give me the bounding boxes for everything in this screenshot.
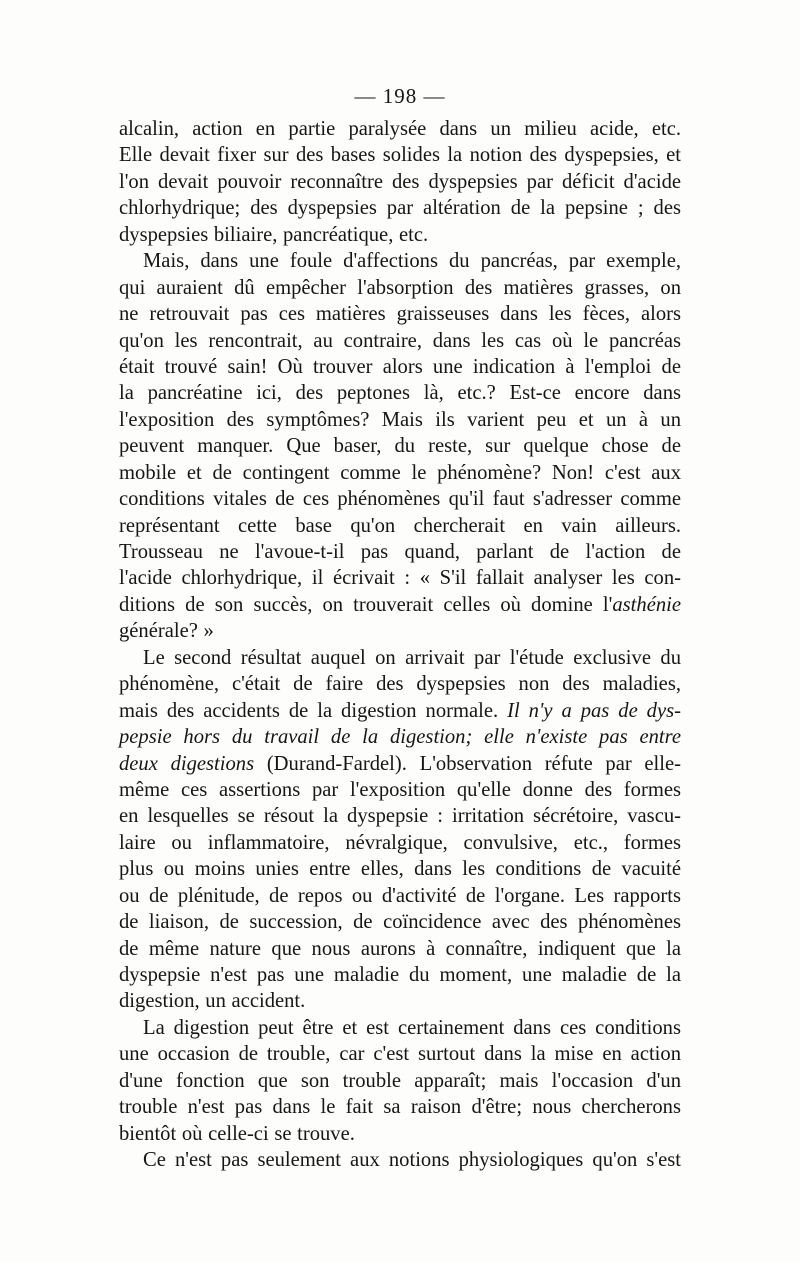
text-line: phénomène, c'était de faire des dyspepsies non des maladies, [119,673,681,696]
text-line: l'exposition des symptômes? Mais ils varient peu et un à un [119,408,681,431]
text-line: digestion, un accident. [119,990,306,1013]
text-line: alcalin, action en partie paralysée dans un milieu acide, etc. [119,118,681,140]
text-line [119,698,681,724]
text-line: dyspepsie n'est pas une maladie du moment, une maladie de la [119,964,681,986]
text-line: représentant cette base qu'on chercherait en vain ailleurs. [119,514,681,537]
text-line: de même nature que nous aurons à connaître, indiquent que la [119,937,681,960]
text-line: chlorhydrique; des dyspepsies par altération de la pepsine ; des [119,197,681,220]
text-line: peuvent manquer. Que baser, du reste, sur quelque chose de [119,435,681,458]
text-line: La digestion peut être et est certainement dans ces conditions [143,1016,681,1039]
text-line: était trouvé sain! Où trouver alors une indication à l'emploi de [119,355,681,378]
text-line: qu'on les rencontrait, au contraire, dans les cas où le pancréas [119,329,681,352]
text-line: ne retrouvait pas ces matières graisseuses dans les fèces, alors [119,303,681,326]
italic-text: pepsie hors du travail de la digestion; elle n'existe pas entre [119,726,681,749]
text-line: laire ou inflammatoire, névralgique, convulsive, etc., formes [119,831,681,854]
text-line: Le second résultat auquel on arrivait par l'étude exclusive du [143,646,681,669]
text-line: bientôt où celle-ci se trouve. [119,1122,355,1145]
text-line [119,592,681,618]
text-line: d'une fonction que son trouble apparaît; mais l'occasion d'un [119,1069,681,1092]
text-line: Elle devait fixer sur des bases solides la notion des dyspepsies, et [119,144,681,167]
text-line [119,751,681,777]
text-line: mobile et de contingent comme le phénomène? Non! c'est aux [119,461,681,484]
text-segment: (Durand-Fardel). L'observation réfute par elle- [254,752,681,775]
text-line: Trousseau ne l'avoue-t-il pas quand, parlant de l'action de [119,541,681,563]
text-line: en lesquelles se résout la dyspepsie : irritation sécrétoire, vascu- [119,805,681,828]
body-text [119,116,681,1174]
italic-text: asthénie [612,593,681,616]
text-line: dyspepsies biliaire, pancréatique, etc. [119,223,429,246]
text-segment: mais des accidents de la digestion normale. [119,699,508,722]
text-line: l'acide chlorhydrique, il écrivait : « S'il fallait analyser les con- [119,567,681,590]
text-line: une occasion de trouble, car c'est surtout dans la mise en action [119,1043,681,1066]
text-segment: ditions de son succès, on trouverait celles où domine l' [119,593,613,616]
text-line: trouble n'est pas dans le fait sa raison d'être; nous chercherons [119,1096,681,1119]
text-line: plus ou moins unies entre elles, dans les conditions de vacuité [119,858,681,881]
text-line: la pancréatine ici, des peptones là, etc.? Est-ce encore dans [119,382,681,405]
text-line: Mais, dans une foule d'affections du pancréas, par exemple, [143,250,681,273]
text-line: même ces assertions par l'exposition qu'elle donne des formes [119,778,681,801]
text-line: Ce n'est pas seulement aux notions physiologiques qu'on s'est [143,1149,681,1172]
text-line: de liaison, de succession, de coïncidence avec des phénomènes [119,911,681,934]
text-line: l'on devait pouvoir reconnaître des dyspepsies par déficit d'acide [119,170,681,193]
text-line [119,724,681,750]
text-line: générale? » [119,620,214,643]
italic-text: Il n'y a pas de dys- [507,699,681,722]
text-line: ou de plénitude, de repos ou d'activité de l'organe. Les rapports [119,884,681,907]
page-number: — 198 — [354,84,446,108]
text-line: conditions vitales de ces phénomènes qu'il faut s'adresser comme [119,488,681,511]
italic-text: deux digestions [119,752,255,775]
text-line: qui auraient dû empêcher l'absorption des matières grasses, on [119,276,681,299]
